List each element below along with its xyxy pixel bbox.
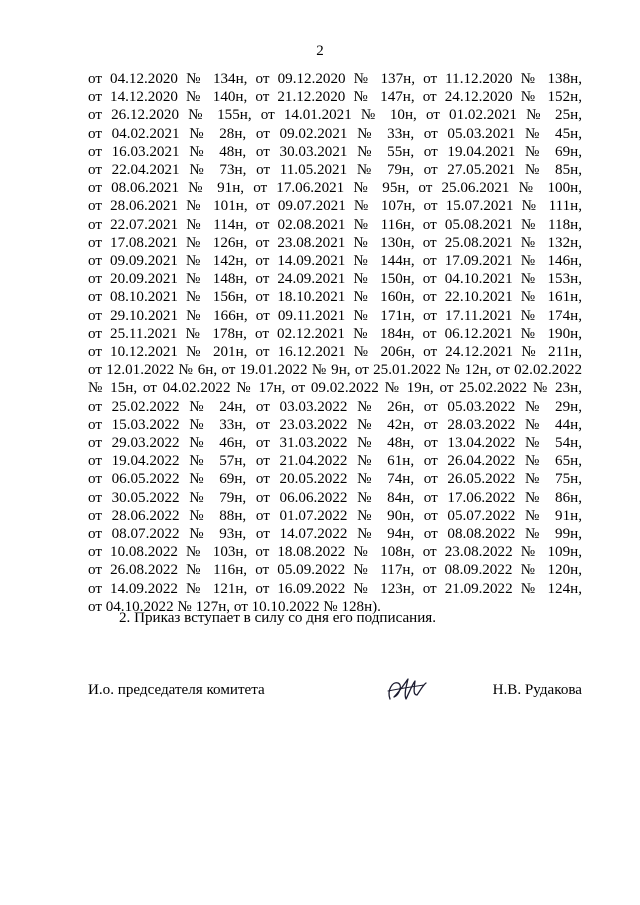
text-line: от 04.02.2021 № 28н, от 09.02.2021 № 33н, от 05.03.2021 № 45н,	[88, 125, 582, 142]
text-line: № 15н, от 04.02.2022 № 17н, от 09.02.2022 № 19н, от 25.02.2022 № 23н,	[88, 380, 582, 397]
text-line: от 22.07.2021 № 114н, от 02.08.2021 № 116н, от 05.08.2021 № 118н,	[88, 216, 582, 233]
signatory-position: И.о. председателя комитета	[88, 682, 265, 698]
text-line: от 28.06.2022 № 88н, от 01.07.2022 № 90н, от 05.07.2022 № 91н,	[88, 507, 582, 524]
text-line: от 26.12.2020 № 155н, от 14.01.2021 № 10н, от 01.02.2021 № 25н,	[88, 107, 582, 124]
text-line: от 08.07.2022 № 93н, от 14.07.2022 № 94н, от 08.08.2022 № 99н,	[88, 526, 582, 543]
order-list-paragraph	[88, 70, 582, 616]
text-line: от 10.12.2021 № 201н, от 16.12.2021 № 206н, от 24.12.2021 № 211н,	[88, 344, 582, 361]
text-line: от 25.02.2022 № 24н, от 03.03.2022 № 26н, от 05.03.2022 № 29н,	[88, 398, 582, 415]
text-line: от 22.04.2021 № 73н, от 11.05.2021 № 79н, от 27.05.2021 № 85н,	[88, 162, 582, 179]
text-line: от 08.10.2021 № 156н, от 18.10.2021 № 160н, от 22.10.2021 № 161н,	[88, 289, 582, 306]
text-line: от 06.05.2022 № 69н, от 20.05.2022 № 74н, от 26.05.2022 № 75н,	[88, 471, 582, 488]
handwritten-signature	[384, 673, 430, 705]
text-line: от 20.09.2021 № 148н, от 24.09.2021 № 150н, от 04.10.2021 № 153н,	[88, 271, 582, 288]
signature-block	[88, 681, 582, 711]
text-line: от 26.08.2022 № 116н, от 05.09.2022 № 117н, от 08.09.2022 № 120н,	[88, 562, 582, 579]
text-line: от 14.09.2022 № 121н, от 16.09.2022 № 123н, от 21.09.2022 № 124н,	[88, 580, 582, 597]
text-line: от 19.04.2022 № 57н, от 21.04.2022 № 61н, от 26.04.2022 № 65н,	[88, 453, 582, 470]
text-line: от 04.12.2020 № 134н, от 09.12.2020 № 137н, от 11.12.2020 № 138н,	[88, 71, 582, 87]
text-line: от 10.08.2022 № 103н, от 18.08.2022 № 108н, от 23.08.2022 № 109н,	[88, 544, 582, 561]
text-line: от 30.05.2022 № 79н, от 06.06.2022 № 84н, от 17.06.2022 № 86н,	[88, 489, 582, 506]
text-line: от 15.03.2022 № 33н, от 23.03.2022 № 42н, от 28.03.2022 № 44н,	[88, 416, 582, 433]
text-line: от 29.10.2021 № 166н, от 09.11.2021 № 171н, от 17.11.2021 № 174н,	[88, 307, 582, 324]
page-number: 2	[316, 43, 324, 59]
signatory-name: Н.В. Рудакова	[492, 682, 582, 698]
text-line: от 28.06.2021 № 101н, от 09.07.2021 № 107н, от 15.07.2021 № 111н,	[88, 198, 582, 215]
text-line: от 14.12.2020 № 140н, от 21.12.2020 № 147н, от 24.12.2020 № 152н,	[88, 89, 582, 106]
text-line: от 25.11.2021 № 178н, от 02.12.2021 № 184н, от 06.12.2021 № 190н,	[88, 325, 582, 342]
text-line: от 17.08.2021 № 126н, от 23.08.2021 № 130н, от 25.08.2021 № 132н,	[88, 234, 582, 251]
text-line: от 08.06.2021 № 91н, от 17.06.2021 № 95н, от 25.06.2021 № 100н,	[88, 180, 582, 197]
text-line: от 09.09.2021 № 142н, от 14.09.2021 № 144н, от 17.09.2021 № 146н,	[88, 253, 582, 270]
text-line: от 29.03.2022 № 46н, от 31.03.2022 № 48н, от 13.04.2022 № 54н,	[88, 435, 582, 452]
text-line: от 16.03.2021 № 48н, от 30.03.2021 № 55н, от 19.04.2021 № 69н,	[88, 143, 582, 160]
text-line-last: от 04.10.2022 № 127н, от 10.10.2022 № 128н).	[88, 598, 381, 615]
text-line: от 12.01.2022 № 6н, от 19.01.2022 № 9н, от 25.01.2022 № 12н, от 02.02.2022	[88, 362, 582, 379]
clause-2-effective-date: 2. Приказ вступает в силу со дня его подписания.	[119, 610, 437, 626]
